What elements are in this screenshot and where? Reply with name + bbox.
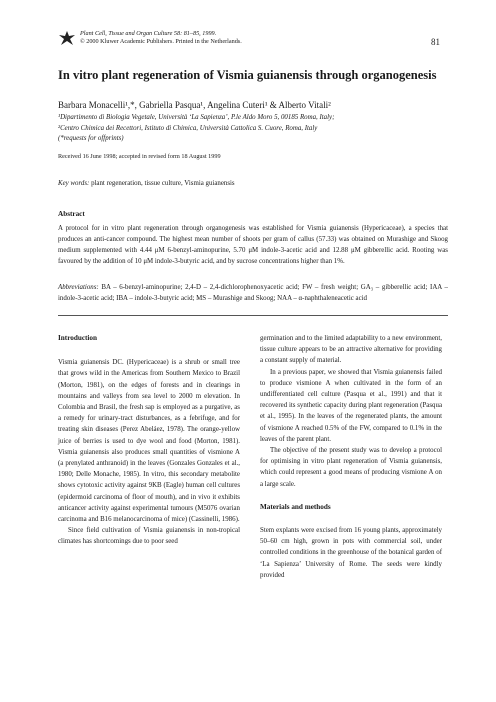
abbreviations: [58, 283, 448, 305]
intro-paragraph-4: In a previous paper, we showed that Vismia guianensis failed to produce vismione A when cultivated in the form of an undifferentiated cell culture (Pasqua et al., 1991) and that it recovered its synthetic capacity during plant regeneration (Pasqua et al., 1995). In the leaves of the regenerated plants, the amount of vismione A reached 0.5% of the FW, compared to 0.1% in the leaves of the parent plant.: [260, 368, 442, 443]
abstract-text: A protocol for in vitro plant regeneration through organogenesis was established for Vismia guianensis (Hypericaceae), a species that produces an anti-cancer compound. The highest mean number of shoots per gram of callus (57.33) was obtained on Murashige and Skoog medium supplemented with 4.44 μM 6-benzyl-aminopurine, 5.70 μM indole-3-acetic acid and 12.88 μM gibberellic acid. Rooting was favoured by the addition of 10 μM indole-3-butyric acid, and by sucrose concentrations higher than 1%.: [58, 225, 448, 265]
offprint-note: (*requests for offprints): [58, 135, 124, 143]
affiliation-2: ²Centro Chimica dei Recettori, Istituto di Chimica, Università Cattolica S. Cuore, Roma, Italy: [58, 124, 318, 132]
intro-paragraph-3: germination and to the limited adaptability to a new environment, tissue culture appears to be an attractive alternative for providing a constant supply of material.: [260, 335, 442, 365]
publisher-logo-icon: [58, 30, 76, 46]
abstract-heading: Abstract: [58, 210, 85, 218]
affiliations: [58, 113, 448, 145]
methods-heading: Materials and methods: [260, 502, 331, 511]
left-column: [58, 333, 240, 548]
journal-header: [80, 30, 380, 47]
intro-paragraph-1: Vismia guianensis DC. (Hypericaceae) is a shrub or small tree that grows wild in the Americas from Southern Mexico to Brazil (Morton, 1981), on the edges of forests and in clearings in mountains and valleys from sea level to 2000 m elevation. In Colombia and Brasil, the fresh sap is employed as a purgative, as a remedy for urinary-tract disturbances, as a febrifuge, and for treating skin diseases (Perez Abeláez, 1978). The orange-yellow juice of berries is used to dye wool and food (Morton, 1981). Vismia guianensis also produces small quantities of vismione A (a prenylated anthranoid) in the leaves (Gonzales Gonzales et al., 1980; Delle Monache, 1985). In vitro, this secondary metabolite shows cytotoxic activity against 9KB (Eagle) human cell cultures (epidermoid carcinoma of floor of mouth), and in vivo it exhibits anticancer activity against experimental tumours (M5076 ovarian carcinoma and B16 melanocarcinoma of mice) (Cassinelli, 1986).: [58, 359, 240, 524]
abbreviations-text: BA – 6-benzyl-aminopurine; 2,4-D – 2,4-dichlorophenoxyacetic acid; FW – fresh weight; GA₃ – gibberellic acid; IAA – indole-3-acetic acid; IBA – indole-3-butyric acid; MS – Murashige and Skoog; NAA – α-naphthaleneacetic acid: [58, 284, 448, 302]
section-divider: [58, 315, 448, 316]
affiliation-1: ¹Dipartimento di Biologia Vegetale, Università ‘La Sapienza’, P.le Aldo Moro 5, 00185 Roma, Italy;: [58, 114, 335, 121]
keywords-label: Key words:: [58, 180, 90, 187]
article-title: In vitro plant regeneration of Vismia guianensis through organogenesis: [58, 68, 437, 82]
page-number: 81: [431, 37, 440, 47]
author-list: Barbara Monacelli¹,*, Gabriella Pasqua¹, Angelina Cuteri¹ & Alberto Vitali²: [58, 100, 331, 110]
intro-paragraph-2: Since field cultivation of Vismia guianensis in non-tropical climates has shortcomings due to poor seed: [58, 527, 240, 546]
introduction-heading: Introduction: [58, 334, 98, 342]
journal-citation: Plant Cell, Tissue and Organ Culture 58: 81–85, 1999.: [80, 30, 217, 37]
intro-paragraph-5: The objective of the present study was to develop a protocol for optimising in vitro plant regeneration of Vismia guianensis, which could represent a good means of producing vismione A on a large scale.: [260, 447, 442, 488]
keywords: [58, 180, 448, 187]
received-dates: Received 16 June 1998; accepted in revised form 18 August 1999: [58, 153, 221, 160]
abbreviations-label: Abbreviations:: [58, 284, 99, 291]
journal-copyright: © 2000 Kluwer Academic Publishers. Printed in the Netherlands.: [80, 38, 242, 46]
keywords-text: plant regeneration, tissue culture, Vismia guianensis: [91, 180, 235, 187]
right-column: [260, 333, 442, 581]
methods-paragraph-1: Stem explants were excised from 16 young plants, approximately 50–60 cm high, grown in pots with commercial soil, under controlled conditions in the greenhouse of the botanical garden of ‘La Sapienza’ University of Rome. The seeds were kindly provided: [260, 527, 442, 579]
